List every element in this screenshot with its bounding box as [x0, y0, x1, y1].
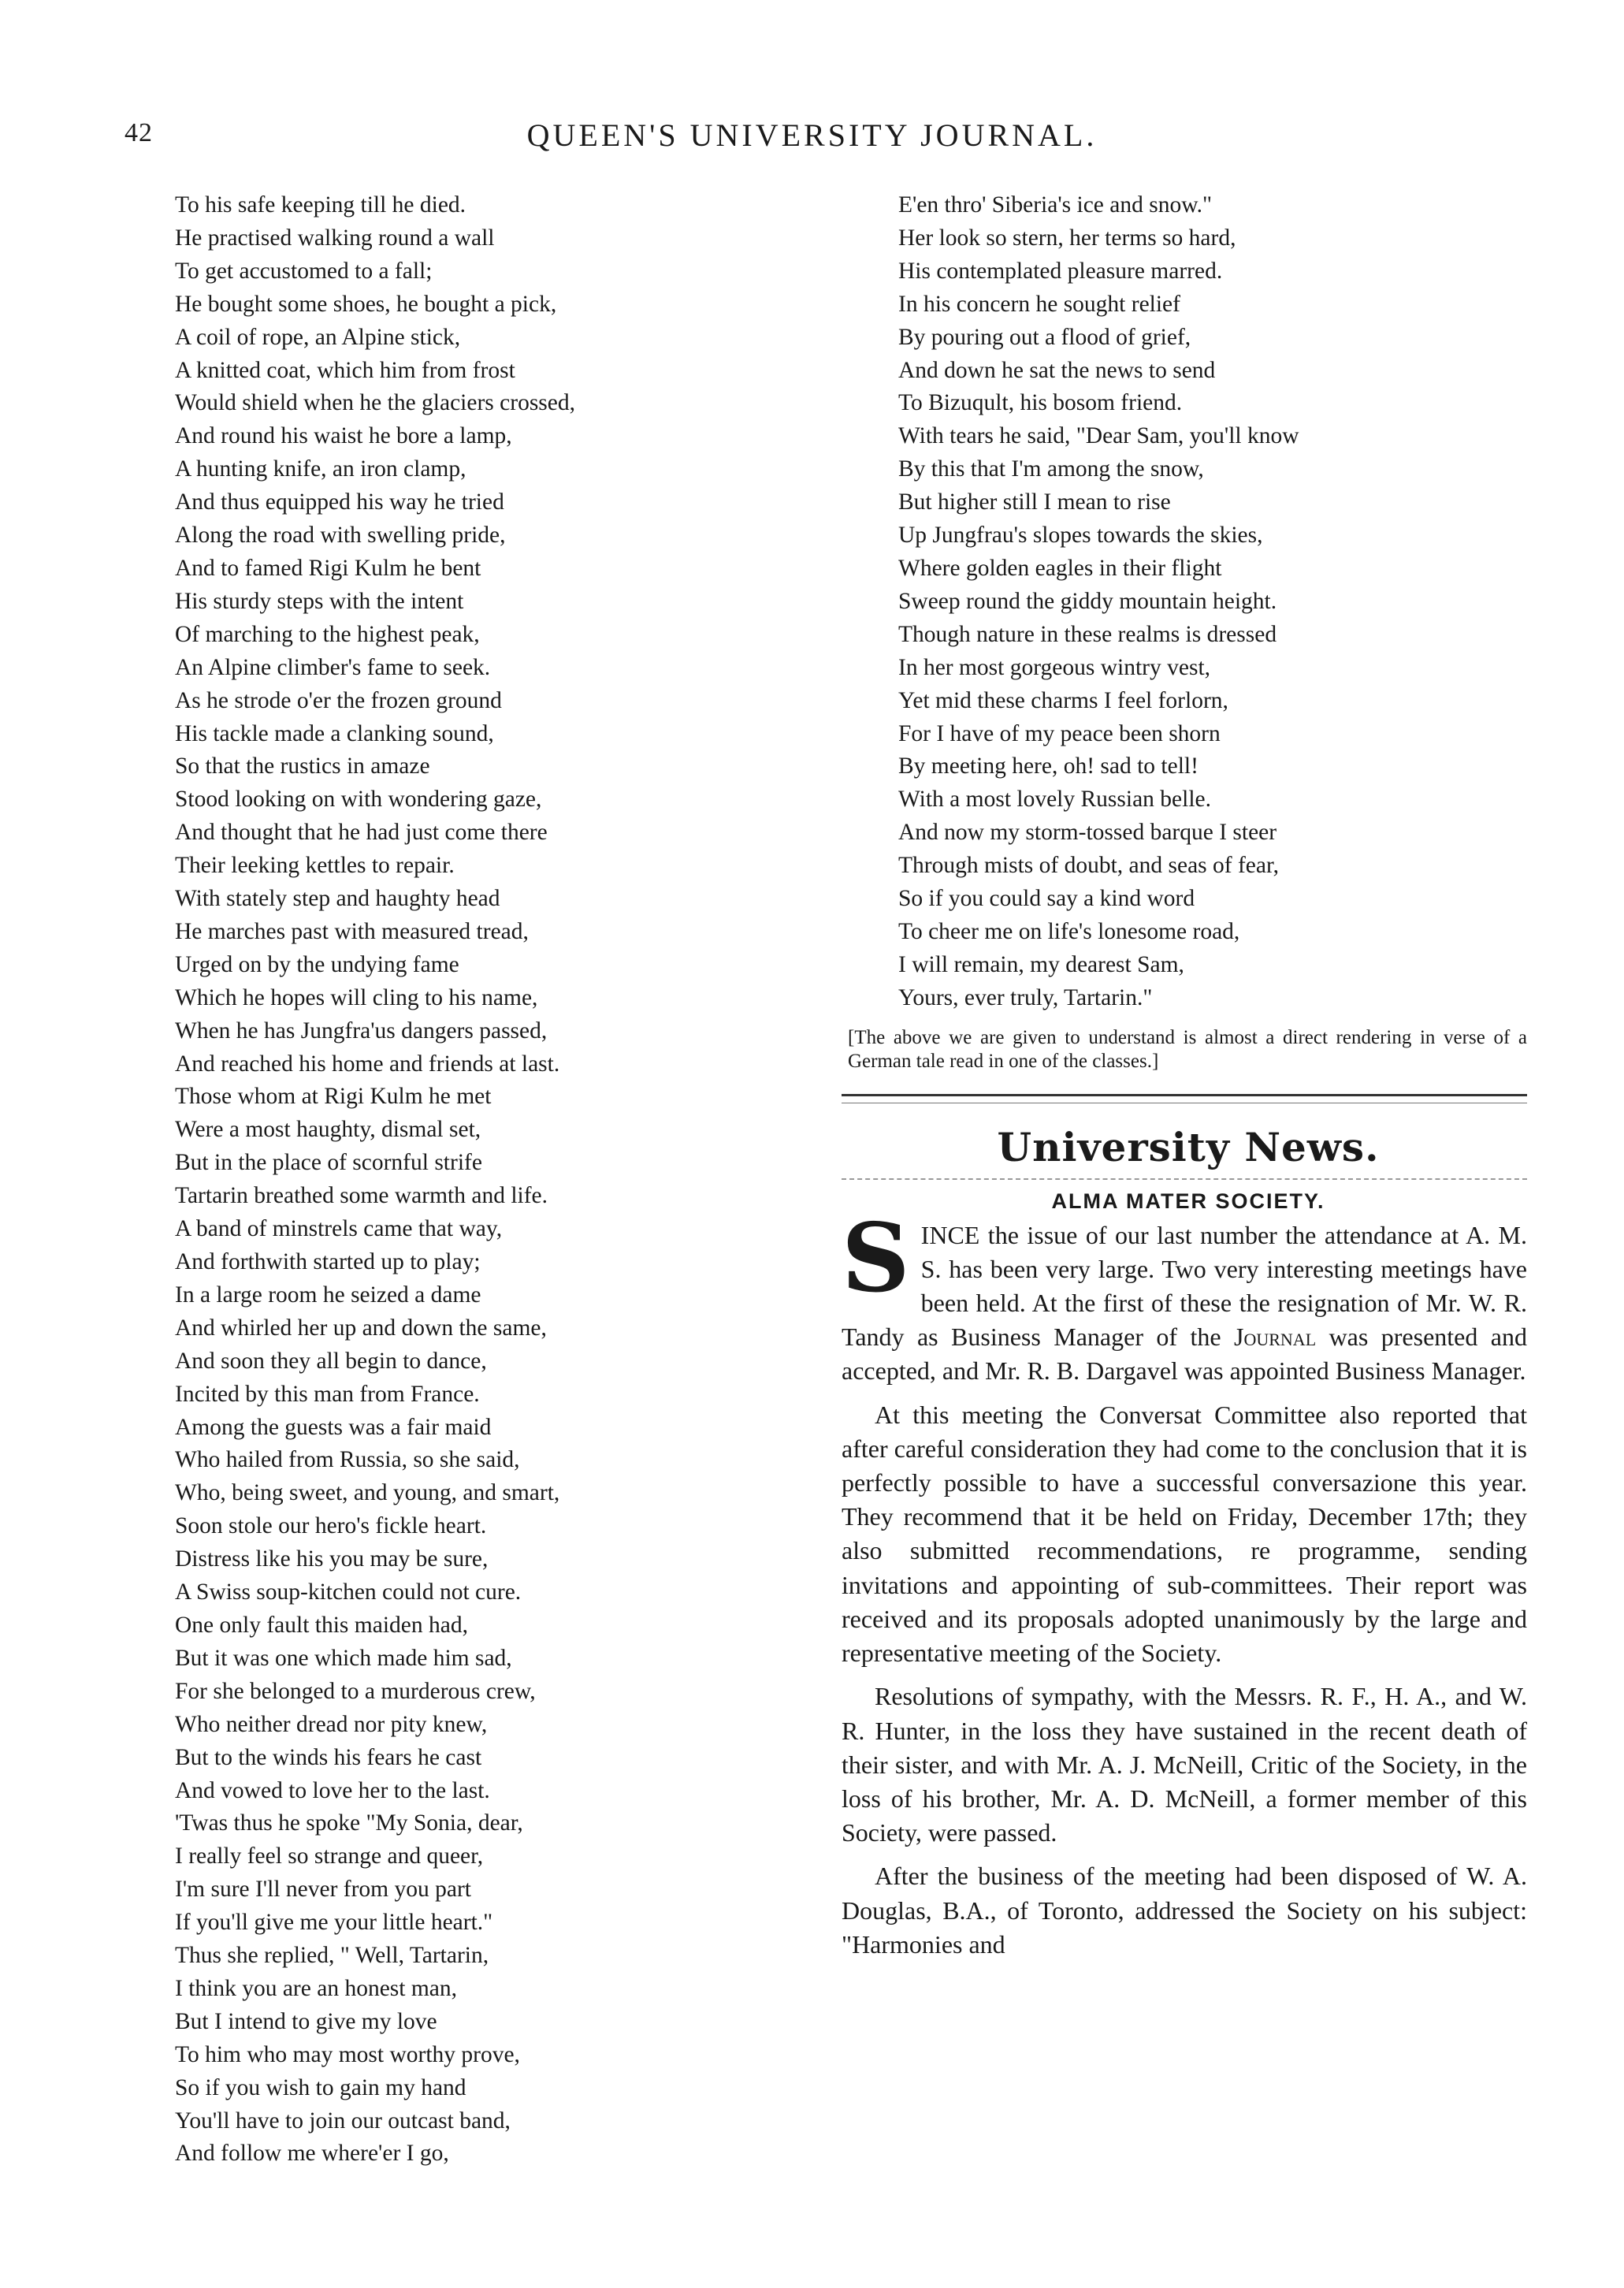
- poem-left: [175, 189, 742, 2171]
- title-rule: [842, 1178, 1527, 1180]
- verse-line: And round his waist he bore a lamp,: [175, 423, 512, 449]
- verse-line: But it was one which made him sad,: [175, 1645, 512, 1671]
- verse-line: One only fault this maiden had,: [175, 1612, 468, 1638]
- verse-line: His contemplated pleasure marred.: [898, 258, 1223, 284]
- verse-line: Incited by this man from France.: [175, 1381, 480, 1407]
- editor-note: [The above we are given to understand is almost a direct rendering in verse of a German tale read in one of the classes.]: [848, 1026, 1527, 1072]
- section-title: University News.: [997, 1123, 1380, 1170]
- paragraph-1-end: was presented and accepted, and Mr. R. B. Dargavel was appointed Business Manager.: [842, 1323, 1528, 1386]
- verse-line: Who hailed from Russia, so she said,: [175, 1447, 520, 1473]
- paragraph-3: Resolutions of sympathy, with the Messrs. R. F., H. A., and W. R. Hunter, in the loss they have sustained in the recent death of their sister, and with Mr. A. J. McNeill, Critic of the Society, in the loss of his brother, Mr. A. D. McNeill, a former member of this Society, were passed.: [842, 1682, 1527, 1847]
- verse-line: By meeting here, oh! sad to tell!: [898, 753, 1198, 779]
- verse-line: Yours, ever truly, Tartarin.": [898, 984, 1153, 1010]
- verse-line: Which he hopes will cling to his name,: [175, 984, 538, 1010]
- verse-line: Who neither dread nor pity knew,: [175, 1711, 488, 1737]
- verse-line: But to the winds his fears he cast: [175, 1744, 482, 1770]
- verse-line: Up Jungfrau's slopes towards the skies,: [898, 523, 1263, 549]
- verse-line: For I have of my peace been shorn: [898, 720, 1221, 746]
- verse-line: And soon they all begin to dance,: [175, 1348, 487, 1374]
- verse-line: A coil of rope, an Alpine stick,: [175, 324, 461, 350]
- verse-line: Yet mid these charms I feel forlorn,: [898, 687, 1228, 713]
- verse-line: And follow me where'er I go,: [175, 2141, 449, 2167]
- verse-line: And down he sat the news to send: [898, 357, 1216, 383]
- verse-line: And forthwith started up to play;: [175, 1249, 481, 1274]
- verse-line: But I intend to give my love: [175, 2008, 437, 2034]
- verse-line: By pouring out a flood of grief,: [898, 324, 1191, 350]
- verse-line: With stately step and haughty head: [175, 886, 500, 912]
- verse-line: In his concern he sought relief: [898, 291, 1180, 317]
- running-title: QUEEN'S UNIVERSITY JOURNAL.: [526, 117, 1098, 153]
- verse-line: To get accustomed to a fall;: [175, 258, 433, 284]
- verse-line: Would shield when he the glaciers crossed,: [175, 390, 575, 416]
- verse-line: By this that I'm among the snow,: [898, 456, 1204, 482]
- verse-line: To his safe keeping till he died.: [175, 192, 466, 218]
- verse-line: He bought some shoes, he bought a pick,: [175, 291, 557, 317]
- verse-line: To him who may most worthy prove,: [175, 2041, 520, 2067]
- verse-line: Where golden eagles in their flight: [898, 555, 1222, 581]
- verse-line: Their leeking kettles to repair.: [175, 853, 455, 879]
- verse-line: Along the road with swelling pride,: [175, 523, 506, 549]
- verse-line: A hunting knife, an iron clamp,: [175, 456, 466, 482]
- verse-line: And whirled her up and down the same,: [175, 1315, 547, 1341]
- verse-line: But higher still I mean to rise: [898, 489, 1171, 515]
- right-column: [842, 189, 1535, 1962]
- verse-line: So if you could say a kind word: [898, 886, 1195, 912]
- verse-line: Her look so stern, her terms so hard,: [898, 225, 1236, 251]
- section-divider: [842, 1094, 1527, 1103]
- verse-line: I really feel so strange and queer,: [175, 1843, 484, 1869]
- verse-line: And thought that he had just come there: [175, 820, 548, 846]
- verse-line: Soon stole our hero's fickle heart.: [175, 1513, 487, 1539]
- verse-line: Those whom at Rigi Kulm he met: [175, 1084, 492, 1110]
- verse-line: If you'll give me your little heart.": [175, 1910, 493, 1936]
- verse-line: To Bizuqult, his bosom friend.: [898, 390, 1183, 416]
- verse-line: I think you are an honest man,: [175, 1975, 458, 2001]
- page-number: 42: [124, 118, 153, 147]
- verse-line: And reached his home and friends at last.: [175, 1051, 560, 1077]
- verse-line: Who, being sweet, and young, and smart,: [175, 1480, 560, 1506]
- verse-line: You'll have to join our outcast band,: [175, 2108, 511, 2134]
- verse-line: His tackle made a clanking sound,: [175, 720, 494, 746]
- verse-line: A Swiss soup-kitchen could not cure.: [175, 1579, 522, 1605]
- verse-line: Distress like his you may be sure,: [175, 1546, 489, 1572]
- verse-line: And to famed Rigi Kulm he bent: [175, 555, 481, 581]
- verse-line: Though nature in these realms is dressed: [898, 621, 1277, 647]
- verse-line: For she belonged to a murderous crew,: [175, 1678, 536, 1704]
- subheading: ALMA MATER SOCIETY.: [1051, 1189, 1325, 1213]
- verse-line: I will remain, my dearest Sam,: [898, 951, 1184, 977]
- verse-line: To cheer me on life's lonesome road,: [898, 918, 1240, 944]
- paragraph-4: After the business of the meeting had been disposed of W. A. Douglas, B.A., of Toronto, addressed the Society on his subject: "Harmonies and: [842, 1862, 1527, 1959]
- verse-line: A band of minstrels came that way,: [175, 1216, 503, 1242]
- left-column: [175, 189, 742, 2171]
- verse-line: Among the guests was a fair maid: [175, 1414, 492, 1440]
- journal-name: Journal: [1234, 1323, 1317, 1352]
- verse-line: With tears he said, "Dear Sam, you'll know: [898, 423, 1299, 449]
- verse-line: With a most lovely Russian belle.: [898, 787, 1212, 813]
- verse-line: And now my storm-tossed barque I steer: [898, 820, 1277, 846]
- verse-line: In a large room he seized a dame: [175, 1282, 481, 1308]
- verse-line: An Alpine climber's fame to seek.: [175, 654, 491, 680]
- verse-line: His sturdy steps with the intent: [175, 588, 464, 614]
- verse-line: And vowed to love her to the last.: [175, 1777, 490, 1803]
- paragraph-1: [842, 1202, 1528, 1389]
- verse-line: Through mists of doubt, and seas of fear,: [898, 853, 1280, 879]
- verse-line: Were a most haughty, dismal set,: [175, 1117, 481, 1143]
- verse-line: As he strode o'er the frozen ground: [175, 687, 502, 713]
- verse-line: Tartarin breathed some warmth and life.: [175, 1183, 548, 1209]
- drop-cap: S: [842, 1202, 910, 1314]
- verse-line: Stood looking on with wondering gaze,: [175, 787, 542, 813]
- paragraph-2: At this meeting the Conversat Committee also reported that after careful consideration they had come to the conclusion that it is perfectly possible to have a successful conversazione this year. They recommend that it be held on Friday, December 17th; they also submitted recommendations, re programme, sending invitations and appointing of sub-committees. Their report was received and its proposals adopted unanimously by the large and representative meeting of the Society.: [842, 1400, 1527, 1668]
- poem-right: [842, 189, 1535, 1015]
- verse-line: But in the place of scornful strife: [175, 1150, 482, 1176]
- verse-line: E'en thro' Siberia's ice and snow.": [898, 192, 1213, 218]
- verse-line: So if you wish to gain my hand: [175, 2074, 466, 2100]
- verse-line: He practised walking round a wall: [175, 225, 495, 251]
- verse-line: When he has Jungfra'us dangers passed,: [175, 1018, 548, 1044]
- verse-line: In her most gorgeous wintry vest,: [898, 654, 1211, 680]
- verse-line: Sweep round the giddy mountain height.: [898, 588, 1277, 614]
- verse-line: Urged on by the undying fame: [175, 951, 459, 977]
- verse-line: He marches past with measured tread,: [175, 918, 529, 944]
- verse-line: I'm sure I'll never from you part: [175, 1877, 471, 1903]
- verse-line: 'Twas thus he spoke "My Sonia, dear,: [175, 1810, 523, 1836]
- verse-line: A knitted coat, which him from frost: [175, 357, 515, 383]
- verse-line: And thus equipped his way he tried: [175, 489, 504, 515]
- paragraph-1-text: INCE the issue of our last number the attendance at A. M. S. has been very large. Two very interesting meetings have been held. At the first of these the resignation of Mr. W. R. Tandy as Business Manager of the: [842, 1220, 1527, 1352]
- verse-line: So that the rustics in amaze: [175, 753, 430, 779]
- verse-line: Of marching to the highest peak,: [175, 621, 480, 647]
- verse-line: Thus she replied, " Well, Tartarin,: [175, 1943, 489, 1969]
